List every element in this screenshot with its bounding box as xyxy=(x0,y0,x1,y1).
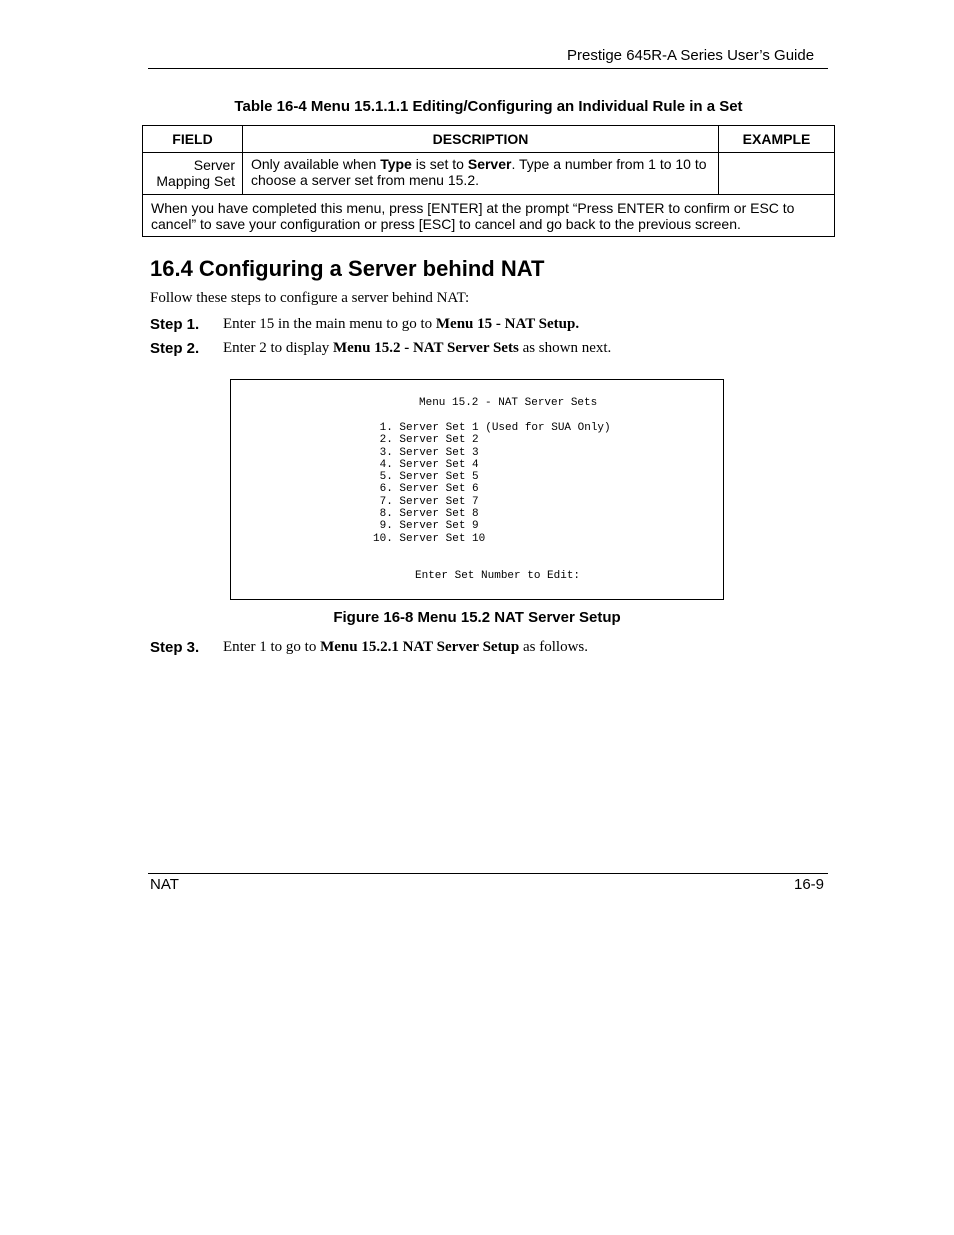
step-text-tail: as shown next. xyxy=(518,340,612,356)
server-set-item: 3. Server Set 3 xyxy=(373,446,479,459)
section-heading: 16.4 Configuring a Server behind NAT xyxy=(150,256,545,281)
step-text xyxy=(223,316,579,333)
table-row xyxy=(143,153,835,195)
terminal-prompt: Enter Set Number to Edit: xyxy=(415,570,581,582)
server-set-item: 4. Server Set 4 xyxy=(373,458,479,471)
figure-caption: Figure 16-8 Menu 15.2 NAT Server Setup xyxy=(333,609,621,626)
step-text-bold: Menu 15.2 - NAT Server Sets xyxy=(332,340,519,356)
field-description-table xyxy=(142,125,835,237)
server-set-item: 7. Server Set 7 xyxy=(373,495,479,508)
intro-paragraph: Follow these steps to configure a server behind NAT: xyxy=(150,290,470,306)
header-divider xyxy=(148,68,828,69)
step-text-bold: Menu 15.2.1 NAT Server Setup xyxy=(320,639,520,655)
server-set-item: 8. Server Set 8 xyxy=(373,508,479,521)
terminal-menu-title: Menu 15.2 - NAT Server Sets xyxy=(419,397,598,409)
step-text-tail: as follows. xyxy=(519,639,588,655)
column-header-example: EXAMPLE xyxy=(719,126,835,153)
server-set-item: 5. Server Set 5 xyxy=(373,471,479,484)
server-set-item: 2. Server Set 2 xyxy=(373,434,479,447)
column-header-field: FIELD xyxy=(143,126,243,153)
description-bold-type: Type xyxy=(380,156,412,172)
server-set-item: 9. Server Set 9 xyxy=(373,520,479,533)
server-set-item: 1. Server Set 1 (Used for SUA Only) xyxy=(373,422,611,434)
table-note-row xyxy=(143,195,835,237)
step-label: Step 1. xyxy=(150,316,200,333)
table-caption: Table 16-4 Menu 15.1.1.1 Editing/Configuring an Individual Rule in a Set xyxy=(234,98,743,115)
footer-chapter: NAT xyxy=(150,876,179,893)
table-header-row xyxy=(143,126,835,153)
table-note: When you have completed this menu, press [ENTER] at the prompt “Press ENTER to confirm or ESC to cancel” to save your configuration or press [ESC] to cancel and go back to the previous screen. xyxy=(143,195,835,237)
terminal-screen xyxy=(230,379,724,600)
example-cell xyxy=(719,153,835,195)
step-text xyxy=(223,639,588,656)
server-set-item: 10. Server Set 10 xyxy=(373,532,486,545)
field-name-line2: Mapping Set xyxy=(156,173,235,189)
column-header-description: DESCRIPTION xyxy=(243,126,719,153)
description-text: Only available when xyxy=(251,156,381,172)
step-text-plain: Enter 15 in the main menu to go to xyxy=(223,316,436,332)
description-bold-server: Server xyxy=(467,156,512,172)
description-text: is set to xyxy=(411,156,468,172)
step-text-plain: Enter 2 to display xyxy=(223,340,333,356)
description-text: . Type a number from 1 to 10 to choose a server set from menu 15.2. xyxy=(251,156,707,188)
field-name-line1: Server xyxy=(193,157,235,173)
step-text-plain: Enter 1 to go to xyxy=(223,639,321,655)
footer-page-number: 16-9 xyxy=(794,876,825,893)
server-set-item: 6. Server Set 6 xyxy=(373,483,479,496)
footer-divider xyxy=(148,873,828,874)
step-text xyxy=(223,340,611,357)
running-header: Prestige 645R-A Series User’s Guide xyxy=(567,47,815,64)
step-label: Step 3. xyxy=(150,639,200,656)
server-set-list xyxy=(373,422,611,545)
description-cell xyxy=(243,153,719,195)
step-label: Step 2. xyxy=(150,340,200,357)
field-cell xyxy=(143,153,243,195)
step-text-bold: Menu 15 - NAT Setup. xyxy=(435,316,580,332)
